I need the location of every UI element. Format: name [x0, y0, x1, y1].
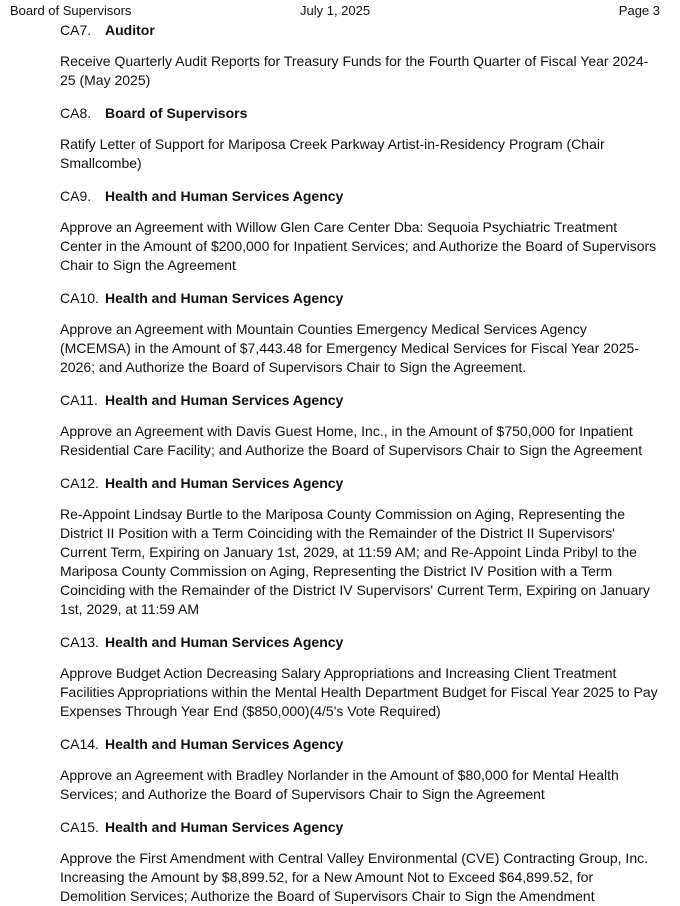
- item-description: Ratify Letter of Support for Mariposa Creek Parkway Artist-in-Residency Program (Chair Smallcombe): [60, 136, 605, 171]
- header-body-name: Board of Supervisors: [10, 3, 132, 18]
- header-page-number: Page 3: [618, 3, 660, 18]
- item-department: Health and Human Services Agency: [105, 392, 344, 408]
- agenda-item-ca15: [60, 818, 660, 906]
- item-description: Approve an Agreement with Willow Glen Care Center Dba: Sequoia Psychiatric Treatment Center in the Amount of $200,000 for Inpatient Services; and Authorize the Board of Supervisors Chair to Sign the Agreement: [60, 219, 657, 273]
- item-heading: [60, 187, 660, 206]
- item-department: Health and Human Services Agency: [105, 290, 344, 306]
- item-number: CA14.: [60, 736, 99, 752]
- item-department: Health and Human Services Agency: [105, 736, 344, 752]
- page-header: [10, 2, 660, 20]
- item-description: Approve an Agreement with Davis Guest Home, Inc., in the Amount of $750,000 for Inpatient Residential Care Facility; and Authorize the Board of Supervisors Chair to Sign the Agreement: [60, 423, 643, 458]
- item-description: Approve an Agreement with Bradley Norlander in the Amount of $80,000 for Mental Health Services; and Authorize the Board of Supervisors Chair to Sign the Agreement: [60, 767, 619, 802]
- item-description: Re-Appoint Lindsay Burtle to the Mariposa County Commission on Aging, Representing the District II Position with a Term Coinciding with the Remainder of the District II Supervisors' Current Term, Expiring on January 1st, 2029, at 11:59 AM; and Re-Appoint Linda Pribyl to the Mariposa County Commission on Aging, Representing the District IV Position with a Term Coinciding with the Remainder of the District IV Supervisors' Current Term, Expiring on January 1st, 2029, at 11:59 AM: [60, 506, 650, 617]
- item-heading: [60, 474, 660, 493]
- item-heading: [60, 391, 660, 410]
- item-heading: [60, 735, 660, 754]
- agenda-item-ca9: [60, 187, 660, 275]
- item-description: Approve the First Amendment with Central Valley Environmental (CVE) Contracting Group, Inc. Increasing the Amount by $8,899.52, for a New Amount Not to Exceed $64,899.52, for Demolition Services; Authorize the Board of Supervisors Chair to Sign the Amendment: [60, 850, 648, 904]
- agenda-item-ca12: [60, 474, 660, 619]
- agenda-item-ca14: [60, 735, 660, 804]
- item-number: CA9.: [60, 188, 92, 204]
- item-department: Board of Supervisors: [105, 105, 248, 121]
- item-heading: [60, 21, 660, 40]
- item-number: CA7.: [60, 22, 92, 38]
- item-department: Health and Human Services Agency: [105, 634, 344, 650]
- item-department: Health and Human Services Agency: [105, 188, 344, 204]
- item-number: CA8.: [60, 105, 92, 121]
- item-department: Auditor: [105, 22, 155, 38]
- item-description: Approve an Agreement with Mountain Counties Emergency Medical Services Agency (MCEMSA) in the Amount of $7,443.48 for Emergency Medical Services for Fiscal Year 2025-2026; and Authorize the Board of Supervisors Chair to Sign the Agreement.: [60, 321, 639, 375]
- item-department: Health and Human Services Agency: [105, 819, 344, 835]
- item-heading: [60, 818, 660, 837]
- item-heading: [60, 289, 660, 308]
- item-description: Approve Budget Action Decreasing Salary Appropriations and Increasing Client Treatment Facilities Appropriations within the Mental Health Department Budget for Fiscal Year 2025 to Pay Expenses Through Year End ($850,000)(4/5's Vote Required): [60, 665, 658, 719]
- header-date: July 1, 2025: [300, 3, 371, 18]
- item-number: CA13.: [60, 634, 99, 650]
- item-department: Health and Human Services Agency: [105, 475, 344, 491]
- agenda-item-ca10: [60, 289, 660, 377]
- agenda-item-ca8: [60, 104, 660, 173]
- item-description: Receive Quarterly Audit Reports for Treasury Funds for the Fourth Quarter of Fiscal Year 2024-25 (May 2025): [60, 53, 649, 88]
- consent-agenda-items: [60, 21, 660, 906]
- item-number: CA10.: [60, 290, 99, 306]
- item-number: CA15.: [60, 819, 99, 835]
- item-heading: [60, 104, 660, 123]
- item-heading: [60, 633, 660, 652]
- item-number: CA12.: [60, 475, 99, 491]
- agenda-item-ca11: [60, 391, 660, 460]
- agenda-item-ca13: [60, 633, 660, 721]
- agenda-item-ca7: [60, 21, 660, 90]
- item-number: CA11.: [60, 392, 98, 408]
